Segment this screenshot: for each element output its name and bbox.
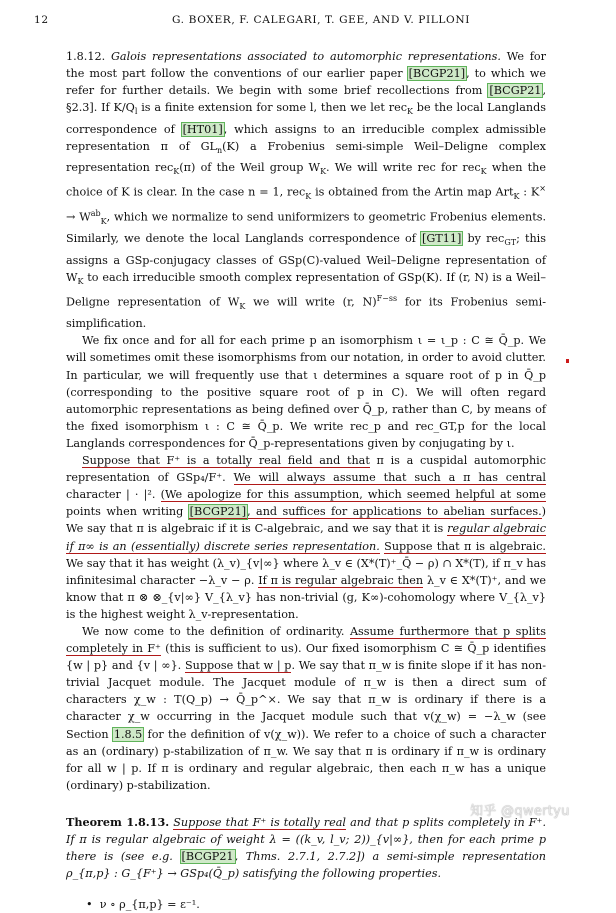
citation-link[interactable]: [BCGP21 bbox=[181, 850, 234, 864]
page-number: 12 bbox=[34, 14, 49, 26]
citation-link[interactable]: [HT01] bbox=[182, 122, 223, 136]
section-title: Galois representations associated to automorphic representations. bbox=[110, 50, 501, 63]
paragraph-4: We now come to the definition of ordinarity. Assume furthermore that p splits completely in F⁺ (this is sufficient to us). Our fixed isomorphism C ≅ Q̄_p identifies {w | p} and {v | ∞}. Suppose that w | p. We say that π_w is finite slope if it has non-trivial Jacquet module. The Jacquet module of π_w is then a direct sum of characters χ_w : T(Q_p) → Q̄_p^×. We say that π_w is ordinary if there is a character χ_w occurring in the Jacquet module such that v(χ_w) = −λ_w (see Section 1.8.5 for the definition of v(χ_w)). We refer to a choice of such a character as an (ordinary) p-stabilization of π_w. We say that π is ordinary if π_w is ordinary for all w | p. If π is ordinary and regular algebraic, then each π_w has a unique (ordinary) p-stabilization. bbox=[66, 624, 547, 792]
paragraph-3: Suppose that F⁺ is a totally real field and that π is a cuspidal automorphic representation of GSp₄/F⁺. We will always assume that such a π has central character | · |². (We apologize for this assumption, which seemed helpful at some points when writing [BCGP21], and suffices for applications to abelian surfaces.) We say that π is algebraic if it is C-algebraic, and we say that it is regular algebraic if π∞ is an (essentially) discrete series representation. Suppose that π is algebraic. We say that it has weight (λ_v)_{v|∞} where λ_v ∈ (X*(T)⁺_Q̄ − ρ) ∩ X*(T), if π_v has infinitesimal character −λ_v − ρ. If π is regular algebraic then λ_v ∈ X*(T)⁺, and we know that π ⊗ ⊗_{v|∞} V_{λ_v} has non-trivial (g, K∞)-cohomology where V_{λ_v} is the highest weight λ_v-representation. bbox=[66, 454, 547, 621]
body-text bbox=[66, 48, 546, 913]
margin-mark bbox=[566, 359, 569, 363]
citation-link[interactable]: [BCGP21] bbox=[189, 505, 247, 519]
citation-link[interactable]: [BCGP21] bbox=[408, 67, 466, 81]
section-link[interactable]: 1.8.5 bbox=[113, 727, 143, 741]
paragraph-2: We fix once and for all for each prime p an isomorphism ι = ι_p : C ≅ Q̄_p. We will sometimes omit these isomorphisms from our notation, in order to avoid clutter. In particular, we will frequently use that ι determines a square root of p in Q̄_p (corresponding to the positive square root of p in C). We will often regard automorphic representations as being defined over Q̄_p, rather than C, by means of the fixed isomorphism ι : C ≅ Q̄_p. We write rec_p and rec_GT,p for the local Langlands correspondences for Q̄_p-representations given by conjugating by ι. bbox=[66, 334, 546, 450]
citation-link[interactable]: [GT11] bbox=[421, 232, 462, 246]
running-title: G. BOXER, F. CALEGARI, T. GEE, AND V. PILLONI bbox=[172, 14, 470, 26]
theorem-1-8-13: Theorem 1.8.13. Suppose that F⁺ is totally real and that p splits completely in F⁺. If π is regular algebraic of weight λ = ((k_v, l_v; 2))_{v|∞}, then for each prime p there is (see e.g. [BCGP21, Thms. 2.7.1, 2.7.2]) a semi-simple representation ρ_{π,p} : G_{F⁺} → GSp₄(Q̄_p) satisfying the following properties. bbox=[66, 814, 547, 881]
theorem-label: Theorem 1.8.13. bbox=[66, 814, 170, 829]
section-number: 1.8.12. bbox=[66, 50, 106, 63]
watermark: 知乎 @qwertyu bbox=[470, 804, 570, 819]
theorem-bullet: • ν ∘ ρ_{π,p} = ε⁻¹. bbox=[86, 898, 200, 912]
paragraph-1: 1.8.12. Galois representations associated to automorphic representations. We for the most part follow the conventions of our earlier paper [BCGP21], to which we refer for further details. We begin with some brief recollections from [BCGP21, §2.3]. If $K/Q_l$ is a finite extension for some l, then we let rec$_K$ be the local Langlands correspondence of [HT01], which assigns to an irreducible complex admissible representation π of $GL_n(K)$ a Frobenius semi-simple Weil–Deligne complex representation rec$_K$(π) of the Weil group $W_K$. We will write rec for rec$_K$ when the choice of K is clear. In the case n = 1, rec$_K$ is obtained from the Artin map Art$_K$ : $K^\times \to W^{ab}_K$, which we normalize to send uniformizers to geometric Frobenius elements. Similarly, we denote the local Langlands correspondence of [GT11] by rec$_{GT}$; this assigns a GSp-conjugacy classes of GSp(C)-valued Weil–Deligne representation of $W_K$ to each irreducible smooth complex representation of GSp(K). If (r, N) is a Weil–Deligne representation of $W_K$ we will write (r, N)$^{F-ss}$ for its Frobenius semi-simplification. bbox=[66, 50, 547, 331]
citation-link[interactable]: [BCGP21 bbox=[489, 84, 542, 98]
running-header bbox=[34, 14, 570, 30]
